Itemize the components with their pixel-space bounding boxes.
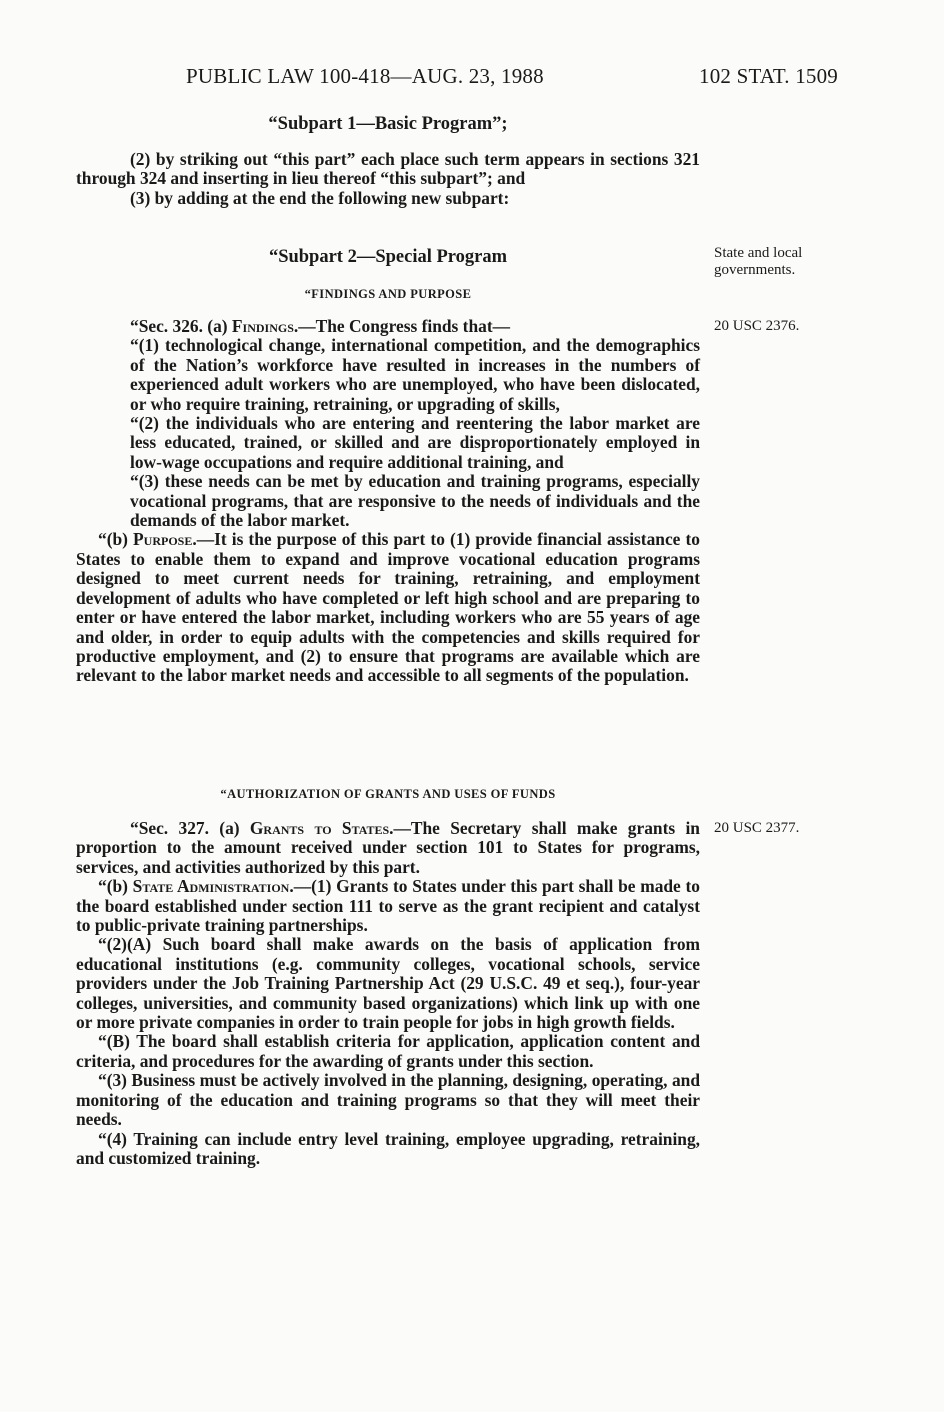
sec327-grants: “Sec. 327. (a) Grants to States.—The Secretary shall make grants in proportion to the amount received under section 101 to States for programs, services, and activities authorized by this part. (76, 818, 700, 877)
sec327-admin: “(b) State Administration.—(1) Grants to States under this part shall be made to the board established under section 111 to serve as the grant recipient and catalyst to public-private training partnerships. (76, 876, 700, 936)
subpart1-title: “Subpart 1—Basic Program”; (268, 114, 508, 134)
margin-note-usc-2376: 20 USC 2376. (714, 318, 800, 334)
sec326-lead: “Sec. 326. (a) Findings.—The Congress finds that— (130, 316, 511, 336)
finding-1: “(1) technological change, international competition, and the demographics of the Nation’s workforce have resulted in increases in the numbers of experienced adult workers who are unemployed, who have been dislocated, or who require training, retraining, or upgrading of skills, (130, 335, 700, 414)
law-citation: PUBLIC LAW 100-418—AUG. 23, 1988 (186, 64, 544, 88)
findings-purpose-heading: “FINDINGS AND PURPOSE (304, 287, 472, 301)
amendment-items (76, 150, 700, 208)
sec327-p3: “(3) Business must be actively involved in the planning, designing, operating, and monitoring of the education and training programs so that they will meet their needs. (76, 1070, 700, 1130)
findings-label: Findings (231, 316, 294, 336)
margin-note-state-local: State and local governments. (714, 245, 803, 278)
stat-citation: 102 STAT. 1509 (699, 64, 838, 88)
page-header (186, 64, 838, 94)
section-327 (76, 819, 700, 1168)
subpart2-title: “Subpart 2—Special Program (268, 247, 508, 267)
section-326 (76, 317, 700, 686)
amend-item-3: (3) by adding at the end the following new subpart: (130, 187, 510, 208)
finding-3: “(3) these needs can be met by education and training programs, especially vocational programs, that are responsive to the needs of individuals and the demands of the labor market. (130, 471, 700, 531)
sec327-p2b: “(B) The board shall establish criteria for application, application content and criteria, and procedures for the awarding of grants under this section. (76, 1031, 700, 1071)
amend-item-2: (2) by striking out “this part” each place such term appears in sections 321 through 324 and inserting in lieu thereof “this subpart”; and (76, 149, 700, 189)
finding-2: “(2) the individuals who are entering and reentering the labor market are less educated, trained, or skilled and are disproportionately employed in low-wage occupations and require additional training, and (130, 413, 700, 472)
purpose-paragraph: “(b) Purpose.—It is the purpose of this part to (1) provide financial assistance to States to enable them to expand and improve vocational education programs designed to meet current needs for training, retraining, and employment development of adults who have completed or left high school and are preparing to enter or have entered the labor market, including workers who are 55 years of age and older, in order to equip adults with the competencies and skills required for productive employment, and (2) to ensure that programs are available which are relevant to the labor market needs and accessible to all segments of the population. (76, 529, 700, 686)
purpose-label: Purpose (133, 529, 193, 550)
admin-label: State Administration (132, 876, 290, 897)
sec327-p4: “(4) Training can include entry level training, employee upgrading, retraining, and customized training. (76, 1128, 700, 1168)
margin-note-usc-2377: 20 USC 2377. (714, 820, 800, 836)
sec327-p2a: “(2)(A) Such board shall make awards on the basis of application from educational institutions (e.g. community colleges, vocational schools, service providers under the Job Training Partnership Act (29 U.S.C. 49 et seq.), four-year colleges, universities, and community based organizations) which link up with one or more private companies in order to train people for jobs in high growth fields. (76, 934, 700, 1033)
grants-label: Grants to States (249, 818, 390, 838)
authorization-heading: “AUTHORIZATION OF GRANTS AND USES OF FUNDS (220, 787, 556, 801)
